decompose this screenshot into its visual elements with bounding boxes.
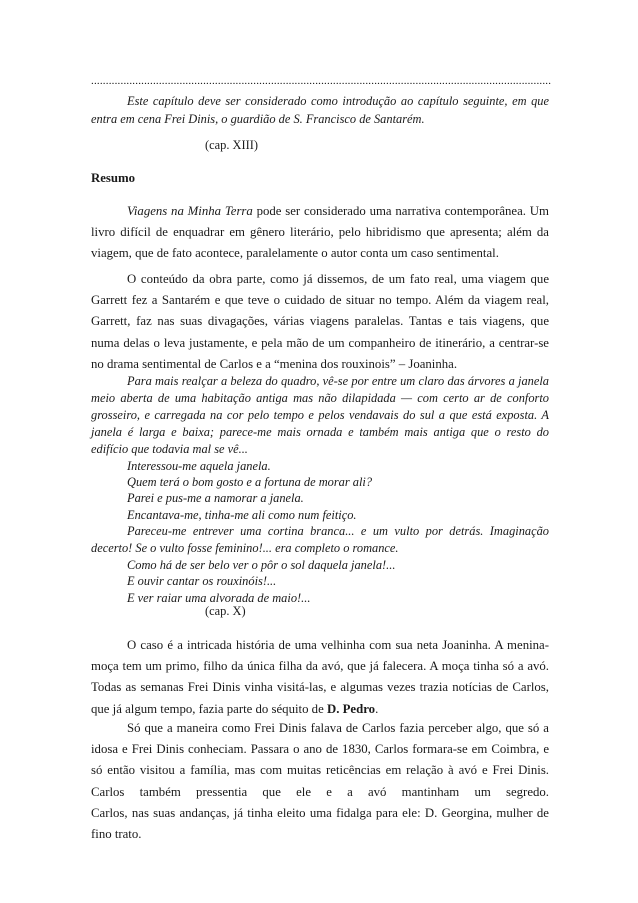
quote-line: E ouvir cantar os rouxinóis!... [127, 574, 277, 589]
quote-line: Parei e pus-me a namorar a janela. [127, 491, 304, 506]
chapter-reference-x: (cap. X) [205, 604, 246, 618]
quote-line: Encantava-me, tinha-me ali como num feitiço. [127, 507, 357, 522]
paragraph-1 [91, 201, 549, 265]
quote-line: E ver raiar uma alvorada de maio!... [127, 590, 311, 605]
spaced-line: Carlos também pressentia que ele e a avó mantinham um segredo. [91, 784, 549, 799]
block-quote [91, 373, 549, 606]
book-title: Viagens na Minha Terra [127, 204, 253, 218]
paragraph-3: O caso é a intricada história de uma velhinha com sua neta Joaninha. A menina-moça tem um primo, filho da única filha da avó, que já falecera. A moça tinha só a avó. Todas as semanas Frei Dinis vinha visitá-las, e algumas vezes trazia notícias de Carlos, que já algum tempo, fazia parte do séquito de D. Pedro. [91, 638, 549, 716]
paragraph-4: Só que a maneira como Frei Dinis falava de Carlos fazia perceber algo, que só a idosa e Frei Dinis conheciam. Passara o ano de 1830, Carlos formara-se em Coimbra, e só então visitou a família, mas com muitas reticências em relação à avó e Frei Dinis. Carlos também pressentia que ele e a avó mantinham um segredo. Carlos, nas suas andanças, já tinha eleito uma fidalga para ele: D. Georgina, mulher de fino trato. [91, 721, 549, 842]
ellipsis-separator: ............................................................................................................................................................ [91, 75, 552, 87]
paragraph-2: O conteúdo da obra parte, como já dissemos, de um fato real, uma viagem que Garrett fez a Santarém e que teve o cuidado de situar no tempo. Além da viagem real, Garrett, faz nas suas divagações, várias viagens paralelas. Tantas e tais viagens, que numa delas o leva justamente, e pela mão de um companheiro de itinerário, a centrar-se no drama sentimental de Carlos e a “menina dos rouxinois” – Joaninha. [91, 272, 549, 371]
quote-paragraph-2: Pareceu-me entrever uma cortina branca... e um vulto por detrás. Imaginação decerto! Se o vulto fosse feminino!... era completo o romance. [91, 524, 549, 556]
quote-paragraph-1: Para mais realçar a beleza do quadro, vê-se por entre um claro das árvores a janela meio aberta de uma habitação antiga mas não dilapidada — com certo ar de conforto grosseiro, e carregada na cor pelo tempo e pelos vendavais do sul a que está exposta. A janela é larga e baixa; parece-me mais ornada e também mais antiga que o resto do edifício que todavia mal se vê... [91, 374, 549, 456]
quote-line: Como há de ser belo ver o pôr o sol daquela janela!... [127, 557, 396, 572]
paragraph-1-text: pode ser considerado uma narrativa contemporânea. Um livro difícil de enquadrar em gênero literário, pelo hibridismo que apresenta; além da viagem, que de fato acontece, paralelamente o autor conta um caso sentimental. [91, 204, 549, 261]
quote-line: Quem terá o bom gosto e a fortuna de morar ali? [127, 474, 373, 489]
chapter-intro-note: Este capítulo deve ser considerado como introdução ao capítulo seguinte, em que entra em cena Frei Dinis, o guardião de S. Francisco de Santarém. [91, 94, 549, 126]
chapter-reference-xiii: (cap. XIII) [205, 138, 258, 152]
quote-line: Interessou-me aquela janela. [127, 458, 271, 473]
section-heading: Resumo [91, 171, 136, 185]
bold-name: D. Pedro [326, 701, 376, 716]
